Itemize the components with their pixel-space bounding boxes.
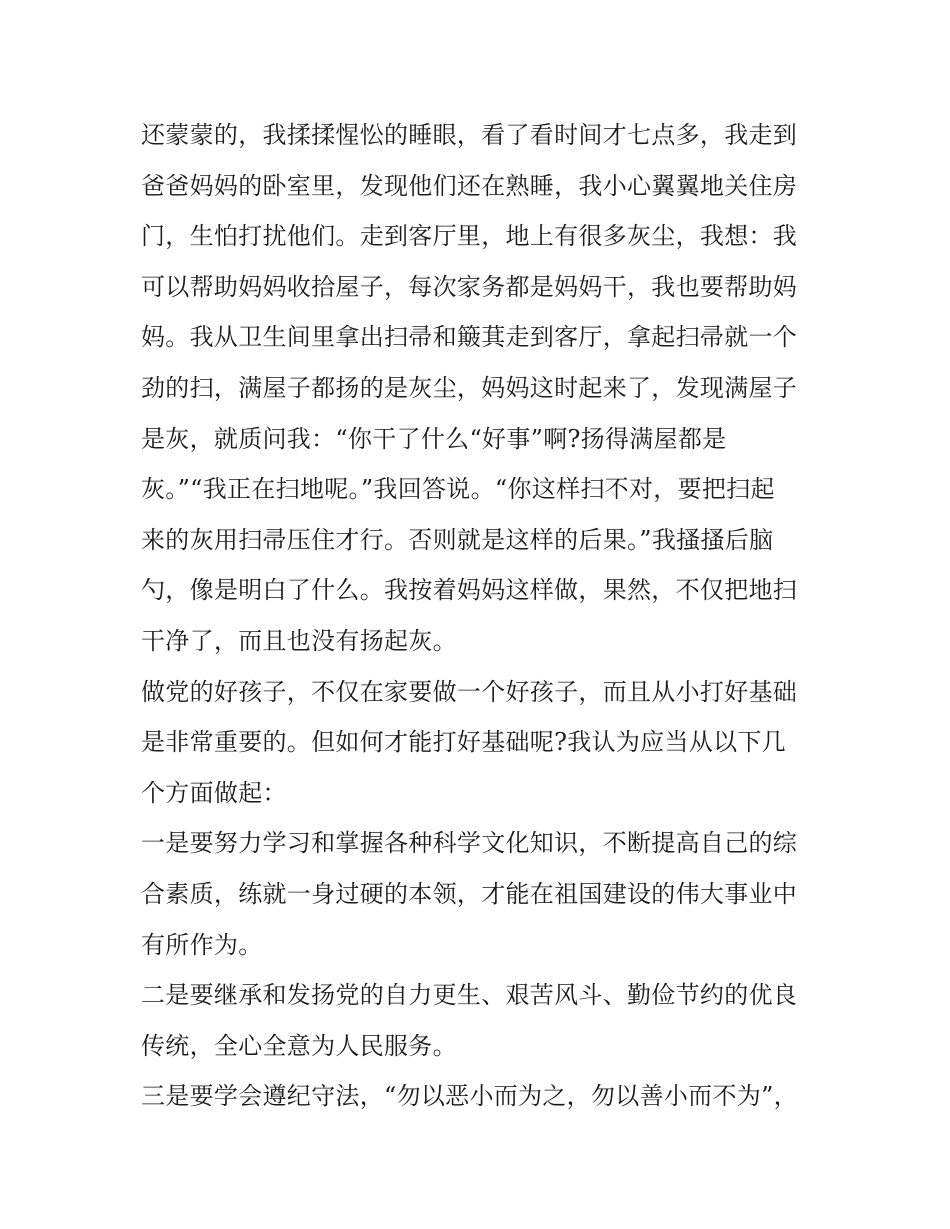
text-line: 二是要继承和发扬党的自力更生、艰苦风斗、勤俭节约的优良 (141, 981, 798, 1010)
text-line: 灰。”“我正在扫地呢。”我回答说。“你这样扫不对，要把扫起 (141, 475, 775, 504)
text-line: 是灰，就质问我：“你干了什么“好事”啊?扬得满屋都是 (141, 424, 727, 453)
text-line: 门，生怕打扰他们。走到客厅里，地上有很多灰尘，我想：我 (141, 222, 798, 251)
text-line: 爸爸妈妈的卧室里，发现他们还在熟睡，我小心翼翼地关住房 (141, 171, 798, 200)
text-line: 三是要学会遵纪守法，“勿以恶小而为之，勿以善小而不为”， (141, 1082, 798, 1111)
text-line: 是非常重要的。但如何才能打好基础呢?我认为应当从以下几 (141, 728, 786, 757)
body-text (141, 110, 816, 1122)
text-line: 有所作为。 (141, 930, 263, 959)
text-line: 来的灰用扫帚压住才行。否则就是这样的后果。”我搔搔后脑 (141, 525, 774, 554)
text-line: 个方面做起： (141, 778, 287, 807)
text-line: 传统，全心全意为人民服务。 (141, 1031, 457, 1060)
text-line: 做党的好孩子，不仅在家要做一个好孩子，而且从小打好基础 (141, 677, 798, 706)
text-line: 劲的扫，满屋子都扬的是灰尘，妈妈这时起来了，发现满屋子 (141, 373, 798, 402)
text-line: 还蒙蒙的，我揉揉惺忪的睡眼，看了看时间才七点多，我走到 (141, 121, 798, 149)
text-line: 合素质，练就一身过硬的本领，才能在祖国建设的伟大事业中 (141, 879, 798, 908)
text-line: 一是要努力学习和掌握各种科学文化知识，不断提高自己的综 (141, 829, 798, 858)
text-line: 勺，像是明白了什么。我按着妈妈这样做，果然，不仅把地扫 (141, 576, 798, 605)
text-line: 可以帮助妈妈收拾屋子，每次家务都是妈妈干，我也要帮助妈 (141, 272, 798, 301)
text-line: 干净了，而且也没有扬起灰。 (141, 626, 457, 655)
text-line: 妈。我从卫生间里拿出扫帚和簸萁走到客厅，拿起扫帚就一个 (141, 323, 798, 352)
